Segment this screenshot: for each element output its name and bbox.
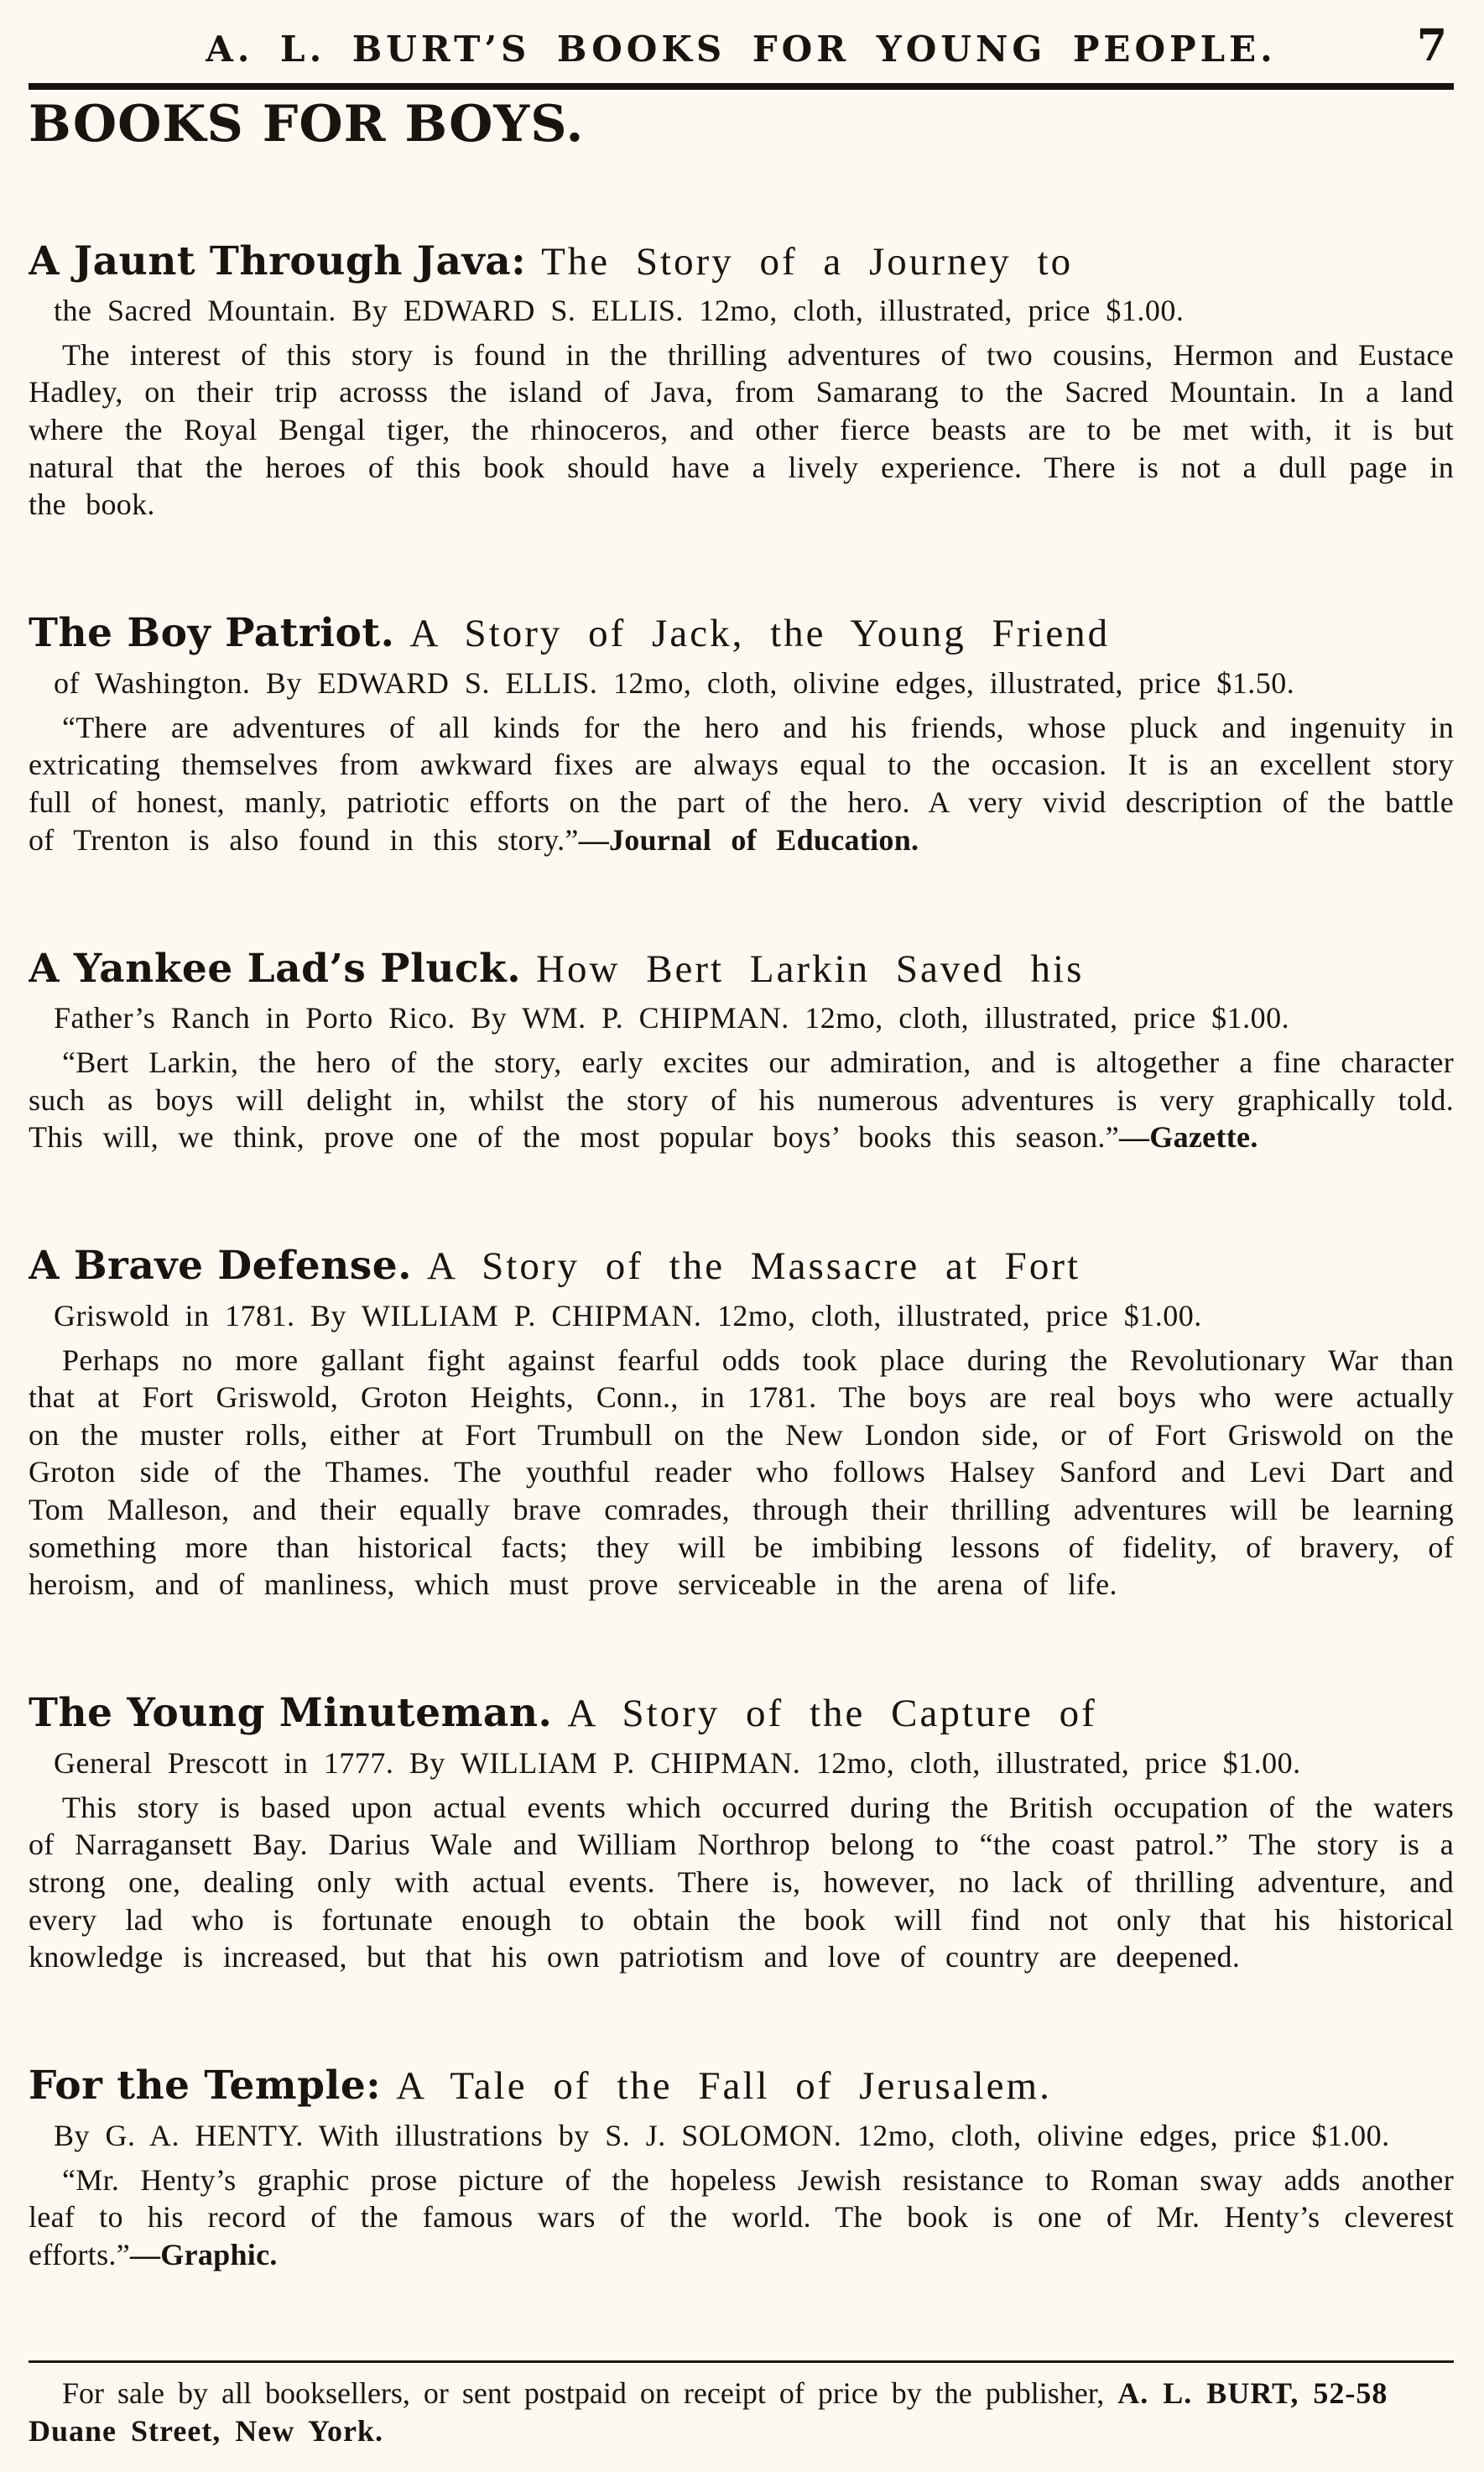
header-rule [29,83,1454,90]
book-description-text: “Mr. Henty’s graphic prose picture of the hopeless Jewish resistance to Roman sway adds another leaf to his record of the famous wars of the world. The book is one of Mr. Henty’s cleverest efforts.” [29,2162,1454,2271]
book-heading-rest: A Story of Jack, the Young Friend [409,612,1111,656]
book-description [29,1044,1454,1156]
book-description-text: “Bert Larkin, the hero of the story, early excites our admiration, and is altogether a fine character such as boys will delight in, whilst the story of his numerous adventures is very graphically told. This will, we think, prove one of the most popular boys’ books this season.” [29,1045,1454,1155]
book-subtitle: of Washington. By EDWARD S. ELLIS. 12mo, cloth, olivine edges, illustrated, price $1.50. [54,666,1295,701]
book-description [29,709,1454,859]
book-title: The Boy Patriot. [29,612,395,657]
book-title: The Young Minuteman. [29,1692,553,1737]
book-description-text: This story is based upon actual events which occurred during the British occupation of the waters of Narragansett Bay. Darius Wale and William Northrop belong to “the coast patrol.” The story is a strong one, dealing only with actual events. There is, however, no lack of thrilling adventure, and every lad who is fortunate enough to obtain the book will find not only that his historical knowledge is increased, but that his own patriotism and love of country are deepened. [29,1790,1454,1974]
running-head: A. L. BURT’S BOOKS FOR YOUNG PEOPLE. [206,29,1277,70]
book-heading-rest: A Story of the Capture of [567,1692,1097,1736]
book-title: A Brave Defense. [29,1244,413,1289]
book-entry [29,612,1454,858]
book-heading-rest: The Story of a Journey to [541,239,1074,284]
book-heading [29,2064,1454,2109]
footer-text [29,2375,1454,2450]
book-description [29,336,1454,524]
book-description [29,2162,1454,2274]
book-attribution: —Gazette. [1119,1120,1258,1155]
section-title: BOOKS FOR BOYS. [29,95,585,154]
book-subtitle: Griswold in 1781. By WILLIAM P. CHIPMAN. 12mo, cloth, illustrated, price $1.00. [54,1298,1202,1332]
book-title: A Yankee Lad’s Pluck. [29,947,522,992]
book-heading-rest: A Tale of the Fall of Jerusalem. [396,2064,1052,2109]
book-heading [29,612,1454,656]
publisher-address: A. L. BURT, 52-58 Duane Street, New York. [29,2376,1388,2448]
book-heading [29,1692,1454,1736]
page-header [29,20,1454,71]
book-description-text: Perhaps no more gallant fight against fearful odds took place during the Revolutionary War than that at Fort Griswold, Groton Heights, Conn., in 1781. The boys are real boys who were actually on the muster rolls, either at Fort Trumbull on the New London side, or of Fort Griswold on the Groton side of the Thames. The youthful reader who follows Halsey Sanford and Levi Dart and Tom Malleson, and their equally brave comrades, through their thrilling adventures will be learning something more than historical facts; they will be imbibing lessons of fidelity, of bravery, of heroism, and of manliness, which must prove serviceable in the arena of life. [29,1343,1454,1602]
book-entry [29,2064,1454,2273]
book-heading [29,947,1454,992]
book-entry [29,240,1454,524]
page-header-block [29,20,1454,154]
book-heading-rest: A Story of the Massacre at Fort [427,1244,1081,1289]
book-heading [29,240,1454,284]
footer-sale-note: For sale by all booksellers, or sent postpaid on receipt of price by the publisher, [62,2376,1105,2410]
book-attribution: —Journal of Education. [578,822,919,857]
book-attribution: —Graphic. [129,2237,278,2271]
book-heading-rest: How Bert Larkin Saved his [536,947,1085,991]
book-subtitle: Father’s Ranch in Porto Rico. By WM. P. CHIPMAN. 12mo, cloth, illustrated, price $1.00. [54,1001,1290,1035]
page-footer [29,2360,1454,2450]
book-heading [29,1244,1454,1289]
book-description-text: The interest of this story is found in the thrilling adventures of two cousins, Hermon and Eustace Hadley, on their trip acrosss the island of Java, from Samarang to the Sacred Mountain. In a land where the Royal Bengal tiger, the rhinoceros, and other fierce beasts are to be met with, it is but natural that the heroes of this book should have a lively experience. There is not a dull page in the book. [29,337,1454,522]
book-entry [29,1692,1454,1975]
footer-rule [29,2360,1454,2363]
book-subtitle: General Prescott in 1777. By WILLIAM P. CHIPMAN. 12mo, cloth, illustrated, price $1.00. [54,1746,1301,1781]
book-title: For the Temple: [29,2064,382,2109]
book-entry [29,947,1454,1156]
page-number: 7 [1416,20,1447,71]
book-subtitle: By G. A. HENTY. With illustrations by S. J. SOLOMON. 12mo, cloth, olivine edges, price $1.00. [54,2118,1390,2152]
book-description-text: “There are adventures of all kinds for the hero and his friends, whose pluck and ingenuity in extricating themselves from awkward fixes are always equal to the occasion. It is an excellent story full of honest, manly, patriotic efforts on the part of the hero. A very vivid description of the battle of Trenton is also found in this story.” [29,710,1454,857]
book-title: A Jaunt Through Java: [29,239,527,284]
book-subtitle: the Sacred Mountain. By EDWARD S. ELLIS. 12mo, cloth, illustrated, price $1.00. [54,294,1185,328]
book-description [29,1342,1454,1604]
book-entry [29,1244,1454,1604]
book-description [29,1789,1454,1976]
